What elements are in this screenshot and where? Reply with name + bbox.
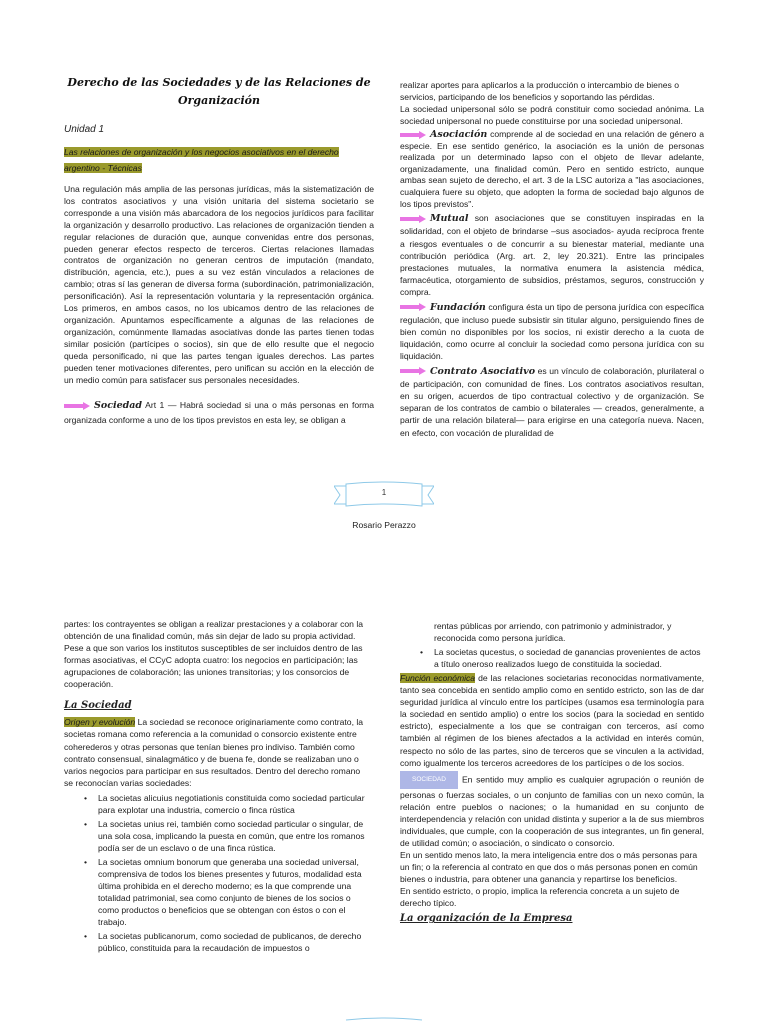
ccyc-paragraph: Pese a que son varios los institutos susceptibles de ser incluidos dentro de las formas asociativas, el CCyC adopta cuatro: los negocios en participación; las agrupaciones de colaboración; las uniones transitorias; y los consorcios de cooperación. <box>64 643 363 689</box>
arrow-right-icon <box>400 367 426 375</box>
list-item: • La societas publicanorum, como sociedad de publicanos, de derecho público, constituida para la recaudación de impuestos o <box>64 930 368 954</box>
sociedad-label: Sociedad <box>94 400 143 412</box>
page1-right-column <box>400 79 704 439</box>
funcion-economica-paragraph <box>400 672 704 769</box>
page1-left-column <box>64 74 374 427</box>
mutual-definition <box>400 212 704 298</box>
list-item: • La societas omnium bonorum que generaba una sociedad universal, comprensiva de todos los bienes presentes y futuros, modalidad esta última prohibida en el derecho moderno; es la que comprende una totalidad patrimonial, sea como conjunto de bienes de los socios o como productos o beneficios que se obtengan con éstos o con el trabajo. <box>64 856 368 928</box>
author-name: Rosario Perazzo <box>352 520 416 530</box>
sociedad-amplio-text: En sentido muy amplio es cualquier agrupación o reunión de personas o fuerzas sociales, o un conjunto de familias con un nexo común, la relación entre pueblos o naciones; o la humanidad en su conjunto de interdependencia y relación con unidad distinta y superior a la de sus miembros individuales, que cumple, con la cooperación de sus integrantes, un fin general, de utilidad común; o asociación, o sindicato o consorcio. <box>400 774 704 849</box>
empresa-heading: La organización de la Empresa <box>400 913 573 925</box>
contrato-asociativo-label: Contrato Asociativo <box>430 365 536 377</box>
sociedad-badge: SOCIEDAD <box>400 771 458 789</box>
aportes-paragraph: realizar aportes para aplicarlos a la producción o intercambio de bienes o servicios, participando de los beneficios y soportando las pérdidas. <box>400 80 679 102</box>
topic-highlight: Las relaciones de organización y los negocios asociativos en el derecho argentino - Técnicas <box>64 147 339 173</box>
estricto-paragraph: En sentido estricto, o propio, implica la referencia concreta a un sujeto de derecho típico. <box>400 886 680 909</box>
funcion-text: de las relaciones societarias reconocidas normativamente, tanto sea concebida en sentido amplio como en sentido estricto, son las de dar seguridad jurídica al vínculo entre los partícipes (usamos esa terminología para la sociedad en sentido amplio) o entre los socios (para la sociedad en sentido estricto), especialmente a los que se contraigan con terceros, así como también al régimen de los bienes afectados a la actividad en interés común, respecto no sólo de las partes, sino de terceros que se vinculen a la actividad, como igualmente los terceros acreedores de los partícipes o de los socios. <box>400 673 704 768</box>
unit-heading: Unidad 1 <box>64 124 105 135</box>
mutual-text: son asociaciones que se constituyen inspiradas en la solidaridad, con el objeto de brindarse –sus asociados- ayuda recíproca frente a riesgos eventuales o de concurrir a su bienestar material, mediante una contribución periódica (Arg. art. 2, ley 20.321). Entre las principales prestaciones mutuales, la normativa enumera la asistencia médica, farmacéutica, otorgamiento de subsidios, préstamos, seguros, construcción y compra. <box>400 213 705 298</box>
page-gap <box>0 560 768 600</box>
sociedad-sentido-amplio <box>400 771 704 850</box>
list-item: • La societas alicuius negotiationis constituida como sociedad particular para explotar una industria, comercio o finca rústica <box>64 792 368 816</box>
partes-paragraph: partes: los contrayentes se obligan a realizar prestaciones y a colaborar con la obtención de una finalidad común, más sin dejar de lado su propia actividad. <box>64 619 364 641</box>
topic-heading <box>64 144 374 176</box>
unipersonal-paragraph: La sociedad unipersonal sólo se podrá constituir como sociedad anónima. La sociedad unipersonal no puede constituirse por una sociedad unipersonal. <box>400 104 704 126</box>
page2-right-column <box>400 620 704 929</box>
page2-left-column <box>64 618 368 956</box>
la-sociedad-heading: La Sociedad <box>64 700 132 711</box>
arrow-right-icon <box>64 402 90 410</box>
list-item: • La societas unius rei, también como sociedad particular o singular, de una sola cosa, implicando la puesta en común, que entre los romanos podía ser de un esclavo o de una finca rústica. <box>64 818 368 854</box>
sociedad-text: Art 1 — Habrá sociedad si una o más personas en forma organizada conforme a uno de los tipos previstos en esta ley, se obligan a <box>64 400 374 426</box>
asociacion-text: comprende al de sociedad en una relación de género a especie. En ese sentido genérico, la asociación es la unión de personas realizada por un determinado lapso con el objeto de llevar adelante, organizadamente, una finalidad común. Pero en sentido estricto, aunque ambas sean sujeto de derecho, el art. 3 de la LSC autoriza a "las asociaciones, cualquiera fuere su objeto, que adopten la forma de sociedad bajo algunos de los tipos previstos". <box>400 129 704 209</box>
publicanorum-continued: rentas públicas por arriendo, con patrimonio y administrador, y reconocida como persona jurídica. <box>434 621 672 643</box>
funcion-highlight: Función económica <box>400 673 476 683</box>
mutual-label: Mutual <box>430 213 469 225</box>
origen-text: La sociedad se reconoce originariamente como contrato, la societas romana como referencia a la comunidad o consorcio existente entre coherederos y otras personas que tenían bienes pro indiviso. También como contrato consensual, sinalagmático y de buena fe, donde se realizaban uno o varios negocios para participar en sus resultados. Dentro del derecho romano se reconocían varias sociedades: <box>64 717 364 789</box>
fundacion-definition <box>400 301 704 363</box>
roman-societies-list <box>64 792 368 954</box>
roman-societies-list-cont <box>400 646 704 670</box>
asociacion-label: Asociación <box>430 129 488 140</box>
list-item: • La societas qucestus, o sociedad de ganancias provenientes de actos a título oneroso realizados luego de constituida la sociedad. <box>400 646 704 670</box>
arrow-right-icon <box>400 131 426 139</box>
page-number-ribbon-2 <box>334 1016 434 1024</box>
arrow-right-icon <box>400 303 426 311</box>
menos-lato-paragraph: En un sentido menos lato, la mera inteligencia entre dos o más personas para un fin; o la referencia al contrato en que dos o más personas ponen en común bienes o industria, para obtener una ganancia y repartirse los beneficios. <box>400 850 698 885</box>
intro-paragraph: Una regulación más amplia de las personas jurídicas, más la sistematización de los contratos asociativos y una visión unitaria del sistema societario se corresponde a una visión más abarcadora de los negocios jurídicos para facilitar la organización y desarrollo productivo. Las relaciones de organización tienden a regular relaciones de duración que, aunque convenidas entre dos personas, pueden generar efectos respecto de terceros. Ciertas relaciones llamadas contratos de organización no generan centros de imputación (mandato, distribución, agencia, etc.), pues a su vez están vinculados a relaciones de cambio; otras sí las generan de diversa forma (subordinación, patrimonialización, personificación). Así la representación voluntaria y la representación orgánica. Los primeros, en ambos casos, no los ubicamos dentro de las relaciones de organización. Apuntamos específicamente a algunas de las relaciones de organización, comúnmente llamadas asociativas donde las partes tienen todas similar posición (partícipes o socios), sin que de ello resulte que el negocio queda personificado, ni que las partes tengan iguales derechos. Las partes pueden tener motivaciones diferentes, pero unifican su acción en la elección de un medio común para satisfacer sus personales necesidades. <box>64 184 374 385</box>
origen-highlight: Origen y evolución <box>64 717 136 727</box>
contrato-asociativo-text: es un vínculo de colaboración, plurilateral o de participación, con comunidad de fines. Los contratos asociativos resultan, en su origen, acuerdos de tipo contractual colectivo y de organización. Se separan de los contratos de cambio o bilaterales — creados, generalmente, a partir de una relación bilateral— para erigirse en una categoría nueva. Nacen, en efecto, con vocación de pluralidad de <box>400 365 705 438</box>
fundacion-text: configura ésta un tipo de persona jurídica con específica regulación, que incluso puede subsistir sin titular alguno, persiguiendo fines de bien común no disponibles por los socios, ni existir derecho a la cuota de liquidación, como ocurre al concluir la sociedad como persona jurídica con su liquidación. <box>400 301 704 362</box>
fundacion-label: Fundación <box>430 301 486 313</box>
page-number: 1 <box>381 488 387 497</box>
arrow-right-icon <box>400 215 426 223</box>
document-title: Derecho de las Sociedades y de las Relaciones de Organización <box>67 76 371 107</box>
sociedad-definition <box>64 398 374 427</box>
contrato-asociativo-definition <box>400 365 704 439</box>
origen-paragraph <box>64 716 368 790</box>
asociacion-definition <box>400 129 704 210</box>
document-page-2 <box>0 600 768 1024</box>
